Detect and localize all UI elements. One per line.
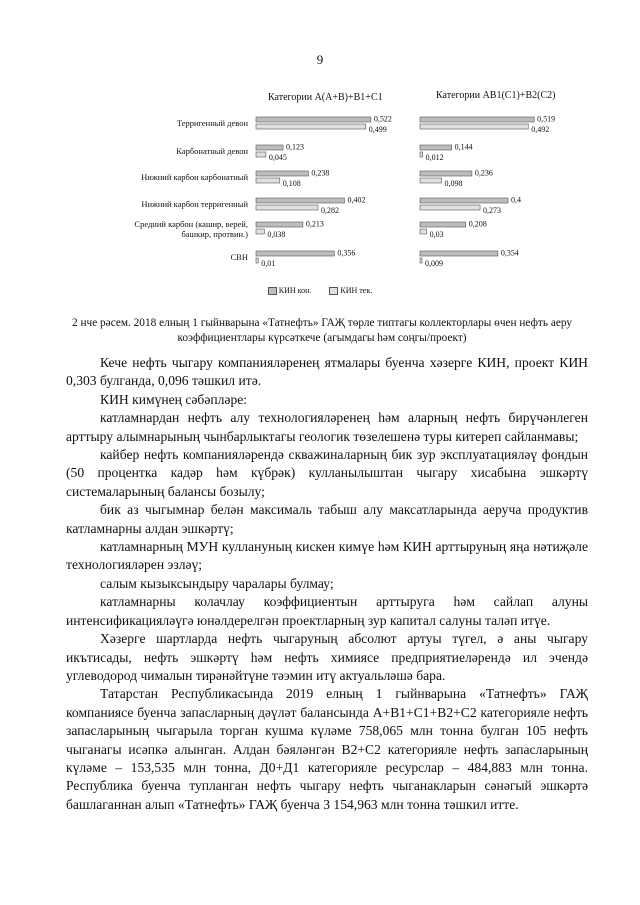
legend-swatch-kon bbox=[268, 287, 277, 295]
legend-swatch-tek bbox=[329, 287, 338, 295]
paragraph: Татарстан Республикасында 2019 елның 1 гыйнварына «Татнефть» ГАҖ компаниясе буенча запасларның дәүләт балансында А+В1+С1+В2+С2 категорияле нефть запасларының чыгарыла торган кушма күләме 758,065 млн тонна булган 105 нефть чыганагы исәпкә алынган. Алдан бәяләнгән В2+С2 категорияле нефть запасларының күләме – 153,535 млн тонна, Д0+Д1 категорияле ресурслар – 484,883 млн тонна. Республика буенча тупланган нефть чыгару нефть чыганакларын сәнәгый эшкәртә башлаганнан алып «Татнефть» ГАҖ буенча 3 154,963 млн тонна тәшкил итте. bbox=[66, 686, 588, 812]
data-label: 0,273 bbox=[483, 206, 502, 215]
bar-kin-kon bbox=[420, 145, 452, 150]
legend-item-kon bbox=[268, 286, 312, 295]
bar-kin-tek bbox=[420, 178, 442, 183]
bar-chart bbox=[0, 0, 640, 310]
bar-kin-kon bbox=[256, 145, 283, 150]
paragraph: катламнарны колачлау коэффициентын арттыруга һәм сайлап алуны интенсификацияләүгә юнәлдерелгән проектларның зур капитал салуны таләп итүе. bbox=[66, 594, 588, 628]
data-label: 0,009 bbox=[425, 259, 443, 268]
category-label-line: Карбонатный девон bbox=[176, 146, 248, 156]
data-label: 0,522 bbox=[373, 114, 392, 124]
data-label: 0,108 bbox=[282, 179, 301, 188]
body-text bbox=[66, 354, 588, 814]
bar-kin-kon bbox=[256, 222, 303, 227]
paragraph: катламнардан нефть алу технологияләренең һәм аларның нефть бирүчәнлеген арттыру алымнарының чынбарлыктагы геологик төзелешенә туры китереп сайланмавы; bbox=[66, 410, 588, 444]
paragraph: Хәзерге шартларда нефть чыгаруның абсолют артуы түгел, ә аны чыгару икътисады, нефть эшкәртү һәм нефть химиясе предприятиеләрендә ил эчендә углеводород чималын тирәнәйтүне тәэмин итү актуальләшә бара. bbox=[66, 631, 588, 683]
bar-kin-tek bbox=[256, 152, 266, 157]
chart-title-left: Категории А(А+В)+В1+С1 bbox=[268, 92, 383, 103]
bar-kin-kon bbox=[256, 198, 344, 203]
data-label: 0,208 bbox=[468, 219, 487, 229]
data-label: 0,213 bbox=[305, 219, 324, 229]
bar-kin-kon bbox=[420, 222, 466, 227]
data-label: 0,236 bbox=[474, 168, 493, 178]
page-number: 9 bbox=[316, 52, 324, 67]
bar-kin-tek bbox=[256, 178, 280, 183]
category-label-line: СВН bbox=[230, 252, 248, 262]
data-label: 0,354 bbox=[500, 248, 519, 258]
category-label-line: Нижний карбон терригенный bbox=[141, 199, 248, 209]
category-label-line: Средний карбон (кашир, верей, bbox=[134, 219, 248, 229]
paragraph: катламнарның МУН куллануның кискен кимүе һәм КИН арттыруның яңа нәтиҗәле технологияләрен эзләү; bbox=[66, 539, 588, 573]
data-label: 0,03 bbox=[429, 230, 444, 239]
data-label: 0,4 bbox=[511, 195, 521, 205]
bar-kin-kon bbox=[256, 251, 334, 256]
bar-kin-tek bbox=[420, 205, 480, 210]
data-label: 0,098 bbox=[444, 179, 463, 188]
data-label: 0,492 bbox=[531, 125, 550, 134]
bar-kin-kon bbox=[420, 171, 472, 176]
data-label: 0,01 bbox=[261, 259, 276, 268]
bar-kin-kon bbox=[420, 251, 498, 256]
data-label: 0,144 bbox=[454, 142, 473, 152]
bar-kin-tek bbox=[256, 124, 366, 129]
paragraph: КИН кимүнең сәбәпләре: bbox=[100, 391, 248, 407]
data-label: 0,519 bbox=[537, 114, 556, 124]
data-label: 0,012 bbox=[425, 153, 444, 162]
bar-kin-tek bbox=[256, 229, 264, 234]
bar-kin-kon bbox=[256, 171, 308, 176]
chart-legend bbox=[0, 286, 640, 295]
data-label: 0,123 bbox=[286, 142, 305, 152]
bar-kin-tek bbox=[420, 229, 427, 234]
category-label-line: Терригенный девон bbox=[176, 118, 248, 128]
paragraph: бик аз чыгымнар белән максималь табыш алу максатларында аеруча продуктив катламнарны алдан эшкәртү; bbox=[66, 502, 588, 536]
category-label-line: башкир, протвин.) bbox=[181, 229, 248, 239]
legend-label-kon: КИН кон. bbox=[278, 286, 312, 295]
data-label: 0,356 bbox=[337, 248, 356, 258]
legend-label-tek: КИН тек. bbox=[340, 286, 373, 295]
data-label: 0,038 bbox=[267, 230, 286, 239]
legend-item-tek bbox=[329, 286, 372, 295]
paragraph: кайбер нефть компанияләрендә скважиналарның бик зур эксплуатацияләү фондын (50 процентка кадәр һәм күбрәк) кулланылыштан чыгару хисабына эшкәртү системаларының балансы бозылу; bbox=[66, 447, 588, 499]
figure-caption: 2 нче рәсем. 2018 елның 1 гыйнварына «Татнефть» ГАҖ төрле типтагы коллекторлары өчен нефть аеру коэффициентлары күрсәткече (агымдагы һәм соңгы/проект) bbox=[72, 317, 572, 344]
data-label: 0,282 bbox=[321, 206, 340, 215]
bar-kin-kon bbox=[256, 117, 371, 122]
data-label: 0,238 bbox=[311, 168, 330, 178]
data-label: 0,402 bbox=[347, 195, 366, 205]
bar-kin-kon bbox=[420, 198, 508, 203]
bar-kin-tek bbox=[420, 124, 528, 129]
chart-title-right: Категории АВ1(С1)+В2(С2) bbox=[436, 90, 556, 101]
bar-kin-kon bbox=[420, 117, 534, 122]
bar-kin-tek bbox=[256, 258, 258, 263]
bar-kin-tek bbox=[420, 258, 422, 263]
data-label: 0,499 bbox=[368, 125, 387, 134]
data-label: 0,045 bbox=[268, 153, 287, 162]
bar-kin-tek bbox=[256, 205, 318, 210]
bar-kin-tek bbox=[420, 152, 423, 157]
category-label-line: Нижний карбон карбонатный bbox=[141, 172, 248, 182]
paragraph: Кече нефть чыгару компанияләренең ятмалары буенча хәзерге КИН, проект КИН 0,303 булганда, 0,096 тәшкил итә. bbox=[66, 355, 588, 389]
paragraph: салым кызыксындыру чаралары булмау; bbox=[100, 575, 334, 591]
